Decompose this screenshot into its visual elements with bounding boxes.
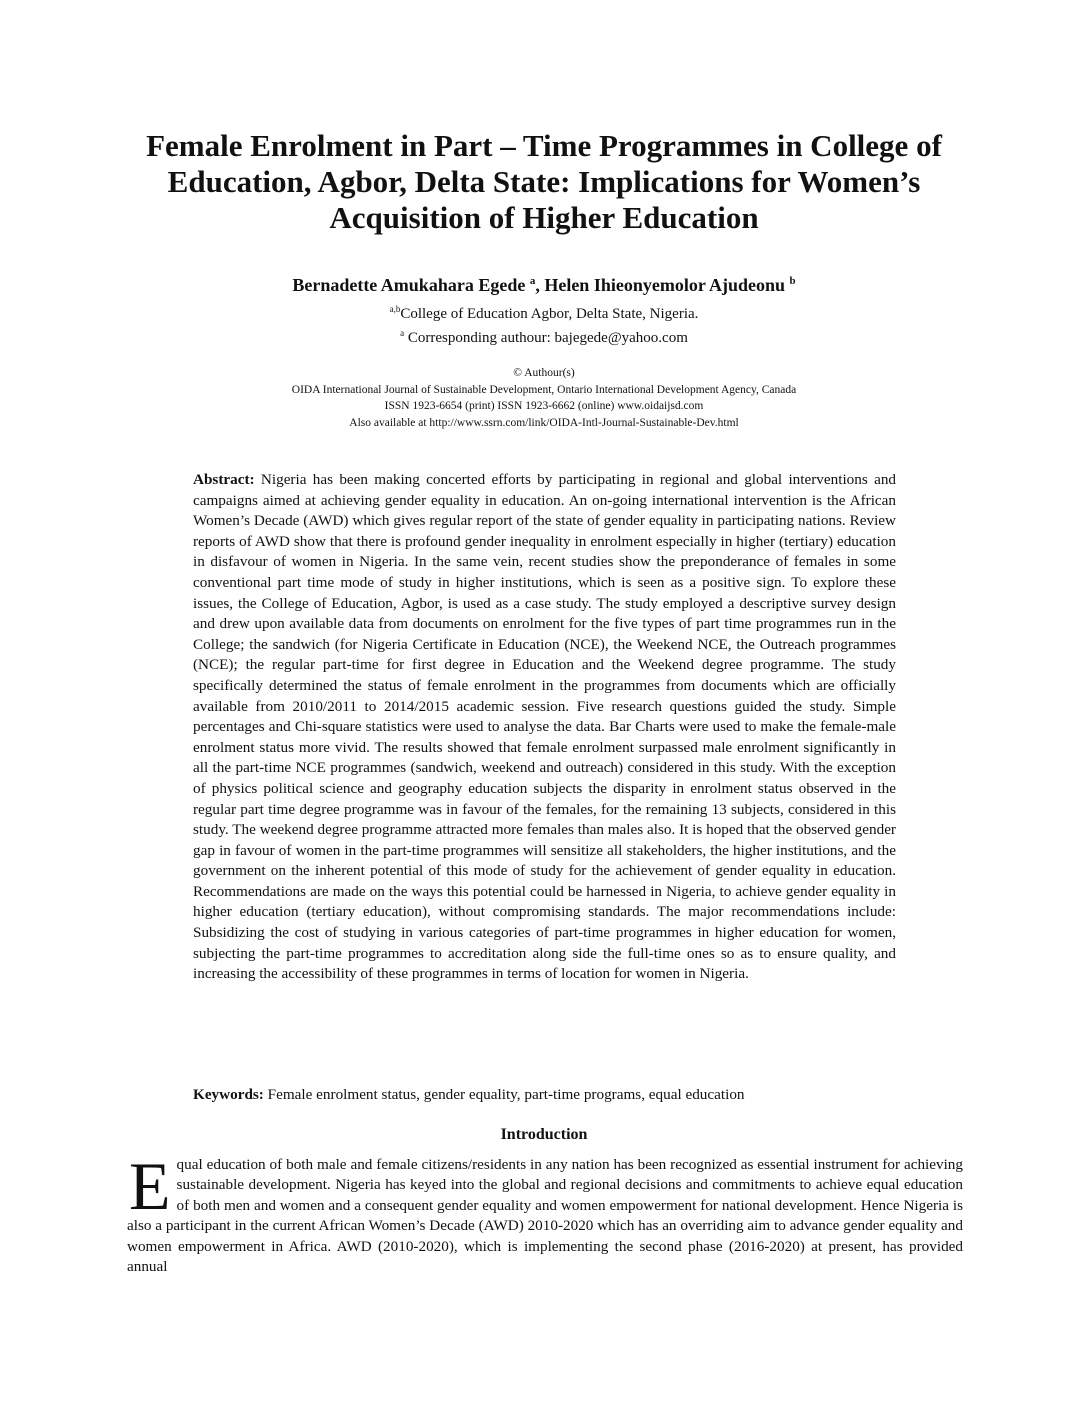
affiliation-mark: a,b [389,304,401,314]
abstract [193,470,896,985]
publication-info [110,365,978,431]
drop-cap: E [129,1148,171,1224]
author-name: Helen Ihieonyemolor Ajudeonu [544,275,786,295]
keywords-text: Female enrolment status, gender equality, part-time programs, equal education [267,1086,745,1103]
abstract-text: Nigeria has been making concerted efforts by participating in regional and global interventions and campaigns aimed at achieving gender equality in education. An on-going international intervention is the African Women’s Decade (AWD) which gives regular report of the state of gender equality in participating nations. Review reports of AWD show that there is profound gender inequality in enrolment especially in higher (tertiary) education in disfavour of women in Nigeria. In the same vein, recent studies show the preponderance of females in some conventional part time mode of study in higher institutions, which is seen as a positive sign. To explore these issues, the College of Education, Agbor, is used as a case study. The study employed a descriptive survey design and drew upon available data from documents on enrolment for the five types of part time programmes run in the College; the sandwich (for Nigeria Certificate in Education (NCE), the Weekend NCE, the Outreach programmes (NCE); the regular part-time for first degree in Education and the Weekend degree programme. The study specifically determined the status of female enrolment in the programmes from documents which are officially available from 2010/2011 to 2014/2015 academic session. Five research questions guided the study. Simple percentages and Chi-square statistics were used to analyse the data. Bar Charts were used to make the female-male enrolment status more vivid. The results showed that female enrolment surpassed male enrolment significantly in all the part-time NCE programmes (sandwich, weekend and outreach) considered in this study. With the exception of physics political science and geography education subjects the disparity in enrolment status observed in the regular part time degree programme was in favour of the females, for the remaining 13 subjects, considered in this study. The weekend degree programme attracted more females than males also. It is hoped that the observed gender gap in favour of women in the part-time programmes will sensitize all stakeholders, the higher institutions, and the government on the inherent potential of this mode of study for the achievement of gender equality in education. Recommendations are made on the ways this potential could be harnessed in Nigeria, to achieve gender equality in higher education (tertiary education), without compromising standards. The major recommendations include: Subsidizing the cost of studying in various categories of part-time programmes in higher education for women, subjecting the part-time programmes to accreditation along side the full-time ones so as to ensure quality, and increasing the accessibility of these programmes in terms of location for women in Nigeria. [193,471,897,983]
affiliation [110,304,978,323]
section-heading-introduction: Introduction [500,1126,588,1143]
corresponding-author [110,328,978,347]
author-list [110,275,978,296]
issn-line: ISSN 1923-6654 (print) ISSN 1923-6662 (online) www.oidaijsd.com [384,400,704,412]
journal-line: OIDA International Journal of Sustainable Development, Ontario International Development Agency, Canada [291,383,797,396]
corresponding-text: Corresponding authour: bajegede@yahoo.com [407,330,688,346]
introduction-paragraph [127,1148,963,1277]
paper-title: Female Enrolment in Part – Time Programmes in College of Education, Agbor, Delta State: Implications for Women’s Acquisition of Higher Education [146,128,942,235]
author-affiliation-mark: a [529,275,536,287]
copyright-line: © Authour(s) [513,367,575,379]
author-separator: , [535,275,545,295]
affiliation-text: College of Education Agbor, Delta State, Nigeria. [400,306,699,322]
introduction-text: qual education of both male and female citizens/residents in any nation has been recognized as essential instrument for achieving sustainable development. Nigeria has keyed into the global and regional decisions and commitments to achieve equal education of both men and women and a consequent gender equality and women empowerment for national development. Hence Nigeria is also a participant in the current African Women’s Decade (AWD) 2010-2020 which has an overriding aim to advance gender equality and women empowerment in Africa. AWD (2010-2020), which is implementing the second phase (2016-2020) at present, has provided annual [127,1156,963,1276]
author-name: Bernadette Amukahara Egede [292,275,526,295]
keywords-label: Keywords: [193,1086,264,1103]
author-affiliation-mark: b [789,275,796,287]
keywords [193,1085,896,1105]
availability-line: Also available at http://www.ssrn.com/link/OIDA-Intl-Journal-Sustainable-Dev.html [349,416,739,429]
corresponding-mark: a [400,328,405,338]
abstract-label: Abstract: [193,471,255,488]
